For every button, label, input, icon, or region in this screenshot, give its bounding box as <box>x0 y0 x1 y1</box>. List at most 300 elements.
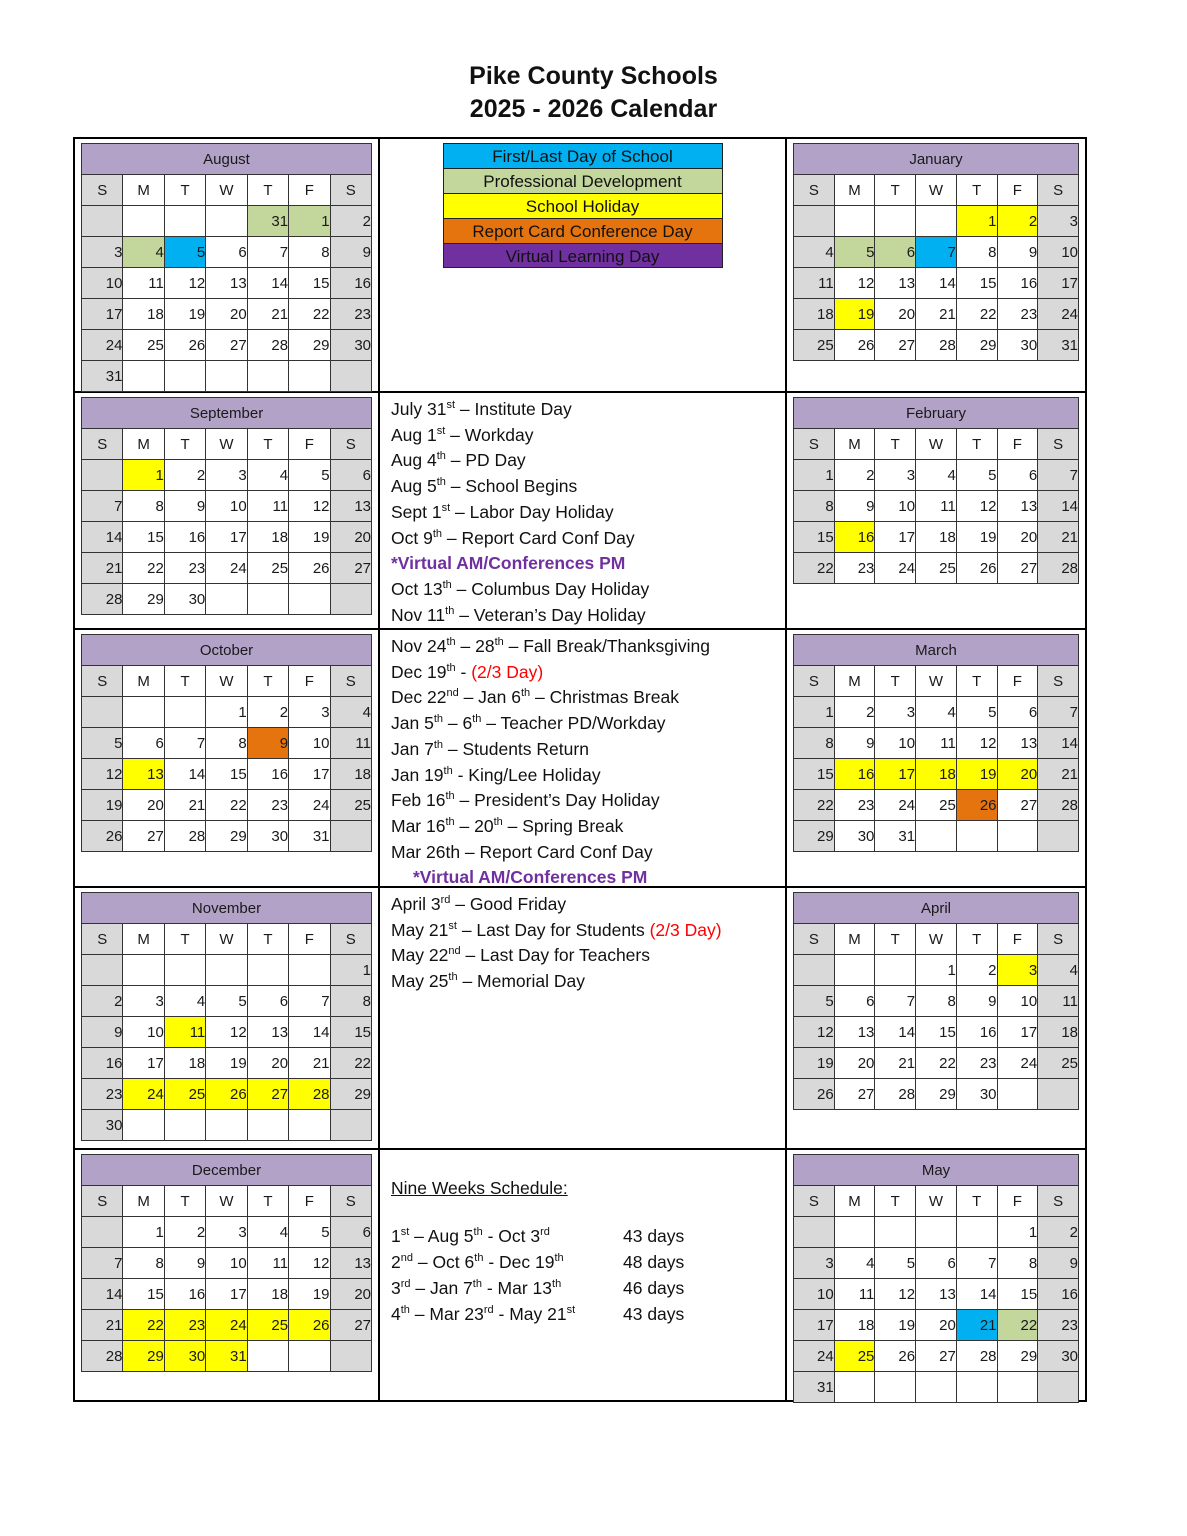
cell-august <box>75 139 380 393</box>
day-cell <box>834 1217 875 1248</box>
day-cell-august-14: 14 <box>247 268 288 299</box>
day-cell-january-31: 31 <box>1038 330 1079 361</box>
event-text: – Spring Break <box>502 815 624 836</box>
day-cell-january-28: 28 <box>916 330 957 361</box>
day-cell-december-21: 21 <box>82 1310 123 1341</box>
day-cell-september-22: 22 <box>123 553 164 584</box>
day-cell-march-5: 5 <box>956 697 997 728</box>
day-cell-may-18: 18 <box>834 1310 875 1341</box>
day-cell-august-30: 30 <box>330 330 371 361</box>
day-cell-january-30: 30 <box>997 330 1038 361</box>
day-cell-august-3: 3 <box>82 237 123 268</box>
ordinal-suffix: th <box>436 476 446 489</box>
day-cell-september-4: 4 <box>247 460 288 491</box>
dow-cell: T <box>247 175 288 206</box>
ordinal-suffix: th <box>436 450 446 463</box>
ordinal-suffix: th <box>493 816 503 829</box>
day-cell-may-31: 31 <box>794 1372 835 1403</box>
event-text: - May 21 <box>493 1304 567 1324</box>
day-cell-april-13: 13 <box>834 1017 875 1048</box>
day-cell-december-26: 26 <box>289 1310 330 1341</box>
month-table-february <box>793 397 1079 584</box>
day-cell <box>997 1079 1038 1110</box>
day-cell-august-31: 31 <box>82 361 123 392</box>
day-cell-september-10: 10 <box>206 491 247 522</box>
day-cell-august-17: 17 <box>82 299 123 330</box>
dow-cell: S <box>82 1186 123 1217</box>
event-line <box>391 943 785 969</box>
ordinal-suffix: st <box>566 1304 576 1317</box>
day-cell-april-17: 17 <box>997 1017 1038 1048</box>
day-cell-february-3: 3 <box>875 460 916 491</box>
event-line <box>391 711 785 737</box>
day-cell-february-11: 11 <box>916 491 957 522</box>
dow-cell: M <box>834 175 875 206</box>
day-cell-may-30: 30 <box>1038 1341 1079 1372</box>
day-cell-december-27: 27 <box>330 1310 371 1341</box>
ordinal-suffix: th <box>432 527 443 540</box>
event-text: May 25 <box>391 971 449 992</box>
event-text: Nov 11 <box>391 604 446 625</box>
day-cell-october-22: 22 <box>206 790 247 821</box>
dow-cell: M <box>834 924 875 955</box>
dow-cell: F <box>997 1186 1038 1217</box>
day-cell-april-19: 19 <box>794 1048 835 1079</box>
day-cell-april-6: 6 <box>834 986 875 1017</box>
day-cell-august-24: 24 <box>82 330 123 361</box>
day-cell <box>82 955 123 986</box>
page-title-line1: Pike County Schools <box>469 62 718 90</box>
dow-cell: T <box>247 429 288 460</box>
day-cell-january-9: 9 <box>997 237 1038 268</box>
day-cell <box>875 1217 916 1248</box>
day-cell-november-11: 11 <box>164 1017 205 1048</box>
day-cell-march-24: 24 <box>875 790 916 821</box>
day-cell-april-15: 15 <box>916 1017 957 1048</box>
legend-item: School Holiday <box>443 193 723 218</box>
day-cell-october-19: 19 <box>82 790 123 821</box>
cell-january <box>787 139 1087 393</box>
day-cell-september-18: 18 <box>247 522 288 553</box>
event-line <box>391 551 785 577</box>
day-cell-december-14: 14 <box>82 1279 123 1310</box>
event-line <box>391 526 785 552</box>
event-line <box>391 892 785 918</box>
ordinal-suffix: th <box>445 790 455 803</box>
day-cell <box>123 955 164 986</box>
day-cell-january-26: 26 <box>834 330 875 361</box>
cell-events-2 <box>380 630 787 888</box>
event-text: Jan 7 <box>391 738 434 759</box>
event-text: Mar 16 <box>391 815 446 836</box>
day-cell-december-17: 17 <box>206 1279 247 1310</box>
event-text: – Report Card Conf Day <box>442 527 635 548</box>
ordinal-suffix: rd <box>440 894 451 907</box>
day-cell-october-7: 7 <box>164 728 205 759</box>
day-cell <box>794 1217 835 1248</box>
month-name: May <box>794 1155 1079 1186</box>
day-cell-january-25: 25 <box>794 330 835 361</box>
day-cell-march-6: 6 <box>997 697 1038 728</box>
day-cell-november-12: 12 <box>206 1017 247 1048</box>
dow-cell: S <box>82 666 123 697</box>
dow-cell: T <box>956 175 997 206</box>
day-cell-august-18: 18 <box>123 299 164 330</box>
day-cell-march-23: 23 <box>834 790 875 821</box>
month-name: March <box>794 635 1079 666</box>
cell-events-1 <box>380 393 787 630</box>
day-cell-december-20: 20 <box>330 1279 371 1310</box>
event-text: Feb 16 <box>391 790 446 811</box>
day-cell-august-13: 13 <box>206 268 247 299</box>
day-cell-october-24: 24 <box>289 790 330 821</box>
day-cell <box>164 1110 205 1141</box>
day-cell-september-29: 29 <box>123 584 164 615</box>
day-cell-march-9: 9 <box>834 728 875 759</box>
day-cell <box>247 1341 288 1372</box>
day-cell-february-20: 20 <box>997 522 1038 553</box>
dow-cell: S <box>794 175 835 206</box>
day-cell-april-23: 23 <box>956 1048 997 1079</box>
nine-weeks-date-range <box>391 1275 623 1301</box>
day-cell <box>206 206 247 237</box>
day-cell-september-11: 11 <box>247 491 288 522</box>
day-cell-december-30: 30 <box>164 1341 205 1372</box>
event-line <box>391 500 785 526</box>
day-cell-september-19: 19 <box>289 522 330 553</box>
day-cell-november-19: 19 <box>206 1048 247 1079</box>
day-cell-october-28: 28 <box>164 821 205 852</box>
day-cell-september-26: 26 <box>289 553 330 584</box>
day-cell <box>330 584 371 615</box>
day-cell-january-20: 20 <box>875 299 916 330</box>
event-text: 3 <box>391 1278 401 1298</box>
day-cell-november-15: 15 <box>330 1017 371 1048</box>
dow-cell: M <box>834 429 875 460</box>
day-cell-april-25: 25 <box>1038 1048 1079 1079</box>
legend-item: First/Last Day of School <box>443 143 723 168</box>
day-cell <box>956 821 997 852</box>
day-cell-april-1: 1 <box>916 955 957 986</box>
ordinal-suffix: th <box>474 1252 484 1265</box>
day-cell-august-25: 25 <box>123 330 164 361</box>
day-cell-december-22: 22 <box>123 1310 164 1341</box>
ordinal-suffix: nd <box>448 945 461 958</box>
ordinal-suffix: th <box>445 604 455 617</box>
day-cell-august-5: 5 <box>164 237 205 268</box>
dow-cell: S <box>1038 666 1079 697</box>
day-cell-october-25: 25 <box>330 790 371 821</box>
month-table-december <box>81 1154 372 1372</box>
day-cell-march-22: 22 <box>794 790 835 821</box>
day-cell-december-3: 3 <box>206 1217 247 1248</box>
event-text: 4 <box>391 1304 401 1324</box>
month-table-november <box>81 892 372 1141</box>
day-cell-september-25: 25 <box>247 553 288 584</box>
day-cell <box>247 955 288 986</box>
day-cell-november-5: 5 <box>206 986 247 1017</box>
day-cell-november-30: 30 <box>82 1110 123 1141</box>
day-cell <box>875 1372 916 1403</box>
event-line <box>391 634 785 660</box>
nine-weeks-row <box>391 1249 785 1275</box>
dow-cell: M <box>834 1186 875 1217</box>
day-cell-april-5: 5 <box>794 986 835 1017</box>
nine-weeks-row <box>391 1275 785 1301</box>
legend-item: Report Card Conference Day <box>443 218 723 243</box>
day-cell-may-11: 11 <box>834 1279 875 1310</box>
month-name: October <box>82 635 372 666</box>
day-cell-december-31: 31 <box>206 1341 247 1372</box>
day-cell-february-7: 7 <box>1038 460 1079 491</box>
nine-weeks-date-range <box>391 1223 623 1249</box>
cell-december <box>75 1150 380 1402</box>
event-line <box>391 763 785 789</box>
dow-cell: T <box>164 175 205 206</box>
day-cell-december-5: 5 <box>289 1217 330 1248</box>
day-cell-august-26: 26 <box>164 330 205 361</box>
day-cell-november-27: 27 <box>247 1079 288 1110</box>
day-cell <box>247 584 288 615</box>
day-cell <box>330 1110 371 1141</box>
ordinal-suffix: th <box>448 971 458 984</box>
month-table-january <box>793 143 1079 361</box>
event-text: – President’s Day Holiday <box>454 790 660 811</box>
day-cell-january-23: 23 <box>997 299 1038 330</box>
event-line <box>391 788 785 814</box>
day-cell-august-31: 31 <box>247 206 288 237</box>
day-cell-august-11: 11 <box>123 268 164 299</box>
day-cell-january-19: 19 <box>834 299 875 330</box>
calendar-grid <box>73 137 1087 1402</box>
ordinal-suffix: rd <box>483 1304 494 1317</box>
day-cell <box>123 697 164 728</box>
day-cell-august-19: 19 <box>164 299 205 330</box>
day-cell-february-17: 17 <box>875 522 916 553</box>
event-text: – Christmas Break <box>530 687 679 708</box>
event-text: – Institute Day <box>455 399 572 419</box>
day-cell-september-2: 2 <box>164 460 205 491</box>
event-text: Aug 5 <box>391 476 437 497</box>
day-cell-september-15: 15 <box>123 522 164 553</box>
day-cell-december-24: 24 <box>206 1310 247 1341</box>
day-cell-february-5: 5 <box>956 460 997 491</box>
day-cell-february-15: 15 <box>794 522 835 553</box>
day-cell-march-14: 14 <box>1038 728 1079 759</box>
day-cell-may-17: 17 <box>794 1310 835 1341</box>
dow-cell: S <box>330 175 371 206</box>
event-text: – Veteran’s Day Holiday <box>454 604 646 625</box>
dow-cell: T <box>164 1186 205 1217</box>
event-text: Oct 13 <box>391 578 443 599</box>
ordinal-suffix: th <box>472 713 482 726</box>
day-cell-september-21: 21 <box>82 553 123 584</box>
day-cell-january-5: 5 <box>834 237 875 268</box>
day-cell <box>164 206 205 237</box>
cell-october <box>75 630 380 888</box>
day-cell-august-16: 16 <box>330 268 371 299</box>
page-title-line2: 2025 - 2026 Calendar <box>469 95 718 123</box>
day-cell-october-8: 8 <box>206 728 247 759</box>
day-cell <box>206 584 247 615</box>
dow-cell: S <box>82 924 123 955</box>
dow-cell: M <box>834 666 875 697</box>
dow-cell: W <box>206 429 247 460</box>
day-cell <box>1038 1372 1079 1403</box>
day-cell-march-19: 19 <box>956 759 997 790</box>
day-cell-october-15: 15 <box>206 759 247 790</box>
event-text: May 22 <box>391 945 449 966</box>
dow-cell: W <box>916 1186 957 1217</box>
dow-cell: F <box>997 666 1038 697</box>
day-cell-march-12: 12 <box>956 728 997 759</box>
day-cell <box>330 1341 371 1372</box>
ordinal-suffix: st <box>441 501 451 514</box>
dow-cell: S <box>330 1186 371 1217</box>
day-cell-august-7: 7 <box>247 237 288 268</box>
dow-cell: T <box>956 924 997 955</box>
dow-cell: T <box>247 924 288 955</box>
day-cell-november-10: 10 <box>123 1017 164 1048</box>
day-cell <box>164 697 205 728</box>
day-cell-january-11: 11 <box>794 268 835 299</box>
day-cell-october-16: 16 <box>247 759 288 790</box>
event-text: April 3 <box>391 894 441 914</box>
day-cell-may-7: 7 <box>956 1248 997 1279</box>
dow-cell: W <box>206 924 247 955</box>
day-cell-may-21: 21 <box>956 1310 997 1341</box>
day-cell-may-23: 23 <box>1038 1310 1079 1341</box>
event-text: – 28 <box>455 636 495 656</box>
day-cell-august-28: 28 <box>247 330 288 361</box>
day-cell-january-29: 29 <box>956 330 997 361</box>
ordinal-suffix: th <box>473 1226 483 1239</box>
day-cell-september-8: 8 <box>123 491 164 522</box>
day-cell <box>834 206 875 237</box>
day-cell-may-4: 4 <box>834 1248 875 1279</box>
ordinal-suffix: th <box>446 661 456 674</box>
day-cell-august-12: 12 <box>164 268 205 299</box>
event-line <box>391 448 785 474</box>
event-text: - King/Lee Holiday <box>452 764 601 785</box>
dow-cell: M <box>123 1186 164 1217</box>
day-cell-october-21: 21 <box>164 790 205 821</box>
dow-cell: S <box>1038 175 1079 206</box>
dow-cell: W <box>916 429 957 460</box>
day-cell-august-4: 4 <box>123 237 164 268</box>
day-cell-may-3: 3 <box>794 1248 835 1279</box>
day-cell-august-15: 15 <box>289 268 330 299</box>
day-cell-february-18: 18 <box>916 522 957 553</box>
dow-cell: W <box>916 924 957 955</box>
event-line <box>391 603 785 629</box>
dow-cell: T <box>956 429 997 460</box>
event-text: – Labor Day Holiday <box>450 501 614 522</box>
day-cell <box>916 206 957 237</box>
ordinal-suffix: th <box>445 816 455 829</box>
dow-cell: T <box>247 666 288 697</box>
dow-cell: W <box>916 175 957 206</box>
cell-may <box>787 1150 1087 1402</box>
day-cell <box>1038 821 1079 852</box>
day-cell-august-20: 20 <box>206 299 247 330</box>
day-cell <box>164 955 205 986</box>
cell-nine-weeks <box>380 1150 787 1402</box>
ordinal-suffix: th <box>494 636 504 649</box>
dow-cell: S <box>794 1186 835 1217</box>
ordinal-suffix: th <box>433 738 443 751</box>
day-cell-january-22: 22 <box>956 299 997 330</box>
day-cell <box>123 1110 164 1141</box>
event-text: (2/3 Day) <box>471 661 544 682</box>
day-cell-january-8: 8 <box>956 237 997 268</box>
day-cell-may-9: 9 <box>1038 1248 1079 1279</box>
event-text: – Memorial Day <box>457 971 585 992</box>
nine-weeks-date-range <box>391 1301 623 1327</box>
day-cell-august-9: 9 <box>330 237 371 268</box>
nine-weeks-schedule <box>380 1150 785 1327</box>
day-cell-october-3: 3 <box>289 697 330 728</box>
day-cell-may-6: 6 <box>916 1248 957 1279</box>
day-cell-april-14: 14 <box>875 1017 916 1048</box>
day-cell-october-6: 6 <box>123 728 164 759</box>
month-name: September <box>82 398 372 429</box>
day-cell-december-12: 12 <box>289 1248 330 1279</box>
day-cell-may-27: 27 <box>916 1341 957 1372</box>
day-cell-december-23: 23 <box>164 1310 205 1341</box>
day-cell-september-30: 30 <box>164 584 205 615</box>
day-cell-february-22: 22 <box>794 553 835 584</box>
event-text: – Students Return <box>443 738 589 759</box>
day-cell-february-13: 13 <box>997 491 1038 522</box>
event-text: – Last Day for Students <box>456 919 650 940</box>
day-cell-december-8: 8 <box>123 1248 164 1279</box>
day-cell-march-7: 7 <box>1038 697 1079 728</box>
day-cell-august-8: 8 <box>289 237 330 268</box>
day-cell <box>206 955 247 986</box>
month-name: August <box>82 144 372 175</box>
day-cell-september-7: 7 <box>82 491 123 522</box>
day-cell-october-30: 30 <box>247 821 288 852</box>
day-cell-march-10: 10 <box>875 728 916 759</box>
day-cell-may-12: 12 <box>875 1279 916 1310</box>
event-text: Aug 4 <box>391 450 437 471</box>
day-cell-november-1: 1 <box>330 955 371 986</box>
day-cell-april-11: 11 <box>1038 986 1079 1017</box>
event-text: Dec 19 <box>391 661 447 682</box>
dow-cell: M <box>123 175 164 206</box>
day-cell-august-21: 21 <box>247 299 288 330</box>
day-cell <box>834 1372 875 1403</box>
day-cell-april-18: 18 <box>1038 1017 1079 1048</box>
day-cell-october-20: 20 <box>123 790 164 821</box>
day-cell-january-14: 14 <box>916 268 957 299</box>
day-cell-april-30: 30 <box>956 1079 997 1110</box>
day-cell-november-17: 17 <box>123 1048 164 1079</box>
ordinal-suffix: th <box>520 687 531 700</box>
dow-cell: T <box>956 666 997 697</box>
dow-cell: S <box>82 429 123 460</box>
event-text: *Virtual AM/Conferences PM <box>391 553 626 574</box>
day-cell-december-28: 28 <box>82 1341 123 1372</box>
event-text: Sept 1 <box>391 501 442 522</box>
event-text: – Fall Break/Thanksgiving <box>503 636 710 656</box>
day-cell <box>916 821 957 852</box>
day-cell-february-16: 16 <box>834 522 875 553</box>
ordinal-suffix: st <box>400 1226 410 1239</box>
day-cell <box>247 361 288 392</box>
nine-weeks-day-count: 48 days <box>623 1252 685 1272</box>
